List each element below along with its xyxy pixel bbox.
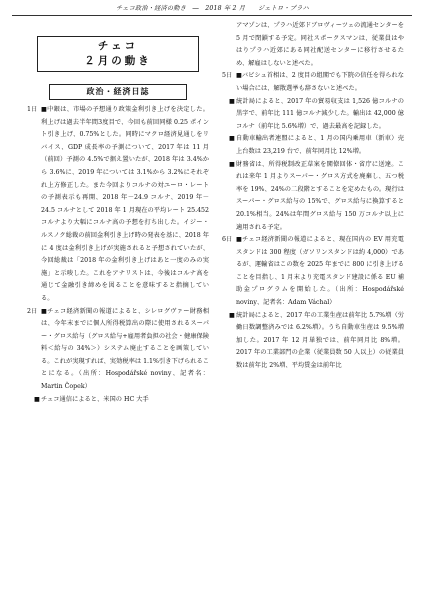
entry-day: 2日 (27, 307, 38, 315)
diary-entry (27, 104, 209, 306)
entry-text: チェコ経済新聞の報道によると、現在国内の EV 用充電スタンドは 300 程度（ガソリンスタンドは約 4,000）であるが、運輸省はこの数を 2025 年までに 800 に引き上げることを目指し、1 月末より充電スタンド建設に係る EU 補助金プログラムを開始した。（出所：Hospodářské noviny、記者名：Adam Váchal） (236, 236, 404, 307)
header-rule (12, 15, 412, 16)
diary-entry (222, 70, 404, 95)
diary-entry (222, 159, 404, 235)
entry-day: 6日 (222, 236, 233, 244)
diary-entry (222, 96, 404, 134)
left-column (27, 20, 209, 406)
bullet-marker: ■ (229, 97, 235, 105)
bullet-marker: ■ (236, 236, 243, 244)
bullet-marker: ■ (41, 307, 48, 315)
entry-text: 統計局によると、2017 年の貿易収支は 1,526 億コルナの黒字で、前年比 111 億コルナ減少した。輸出は 42,000 億コルナ（前年比 5.6%増）で、過去最高を記録した。 (236, 97, 404, 130)
right-column (222, 20, 404, 373)
diary-entry (222, 234, 404, 310)
entry-text: チェコ経済新聞の報道によると、シレログヴァー財務相は、今年末までに個人所得税算出の際に使用されるスーパー・グロス給与（グロス給与+雇用者負担の社会・健康保険料＜給与の 34%＞）システム廃止することを画策している。これが実現すれば、実効税率は 1.1%引き下げられることになる。（出所：Hospodářské noviny、記者名：Martin Čopek） (41, 307, 209, 391)
bullet-marker: ■ (41, 106, 48, 113)
entry-day: 5日 (222, 72, 233, 80)
entry-text: 統計局によると、2017 年の工業生産は前年比 5.7%増（労働日数調整済みでは 6.2%増）。うち自動車生産は 9.5%増加した。2017 年 12 月単独では、前年同月比 8%増。2017 年の工業部門の企業（従業員数 50 人以上）の従業員数は前年比 2%増、平均賃金は前年比 (236, 311, 404, 370)
continued-paragraph: アマゾンは、プラハ近郊ドブロヴィーツェの流通センターを 5 月で閉鎖する予定。同社スポークスマンは、従業員はやはりプラハ近郊にある同社配送センターに移行させるため、解雇はしないと述べた。 (236, 22, 404, 67)
entry-text: 中銀は、市場の予想通り政策金利引き上げを決定した。利上げは過去半年間3度目で、今回も前回同様 0.25 ポイント引き上げ、0.75%とした。同時にマクロ経済見通しをリバイス、GDP 成長率の予測について、2017 年は 11 月（前回）予測の 4.5%で据え置いたが、2018 年は 3.4%から 3.6%に、2019 年については 3.1%から 3.2%にそれぞれ上方修正した。また今回よりコルナの対ユーロ・レートの予測表示も再開、2018 年－24.9 コルナ、2019 年－24.5 コルナとして 2018 年 1 月現在の平均レート 25.452 コルナより大幅にコルナ高の予想を打ち出した。イジー・ルスノク総裁の前回金利引き上げ時の発表を基に、2018 年に 4 度は金利引き上げが実施されると予想されていたが、今回総裁は「2018 年の金利引き上げはあと一度のみの実施」と示唆した。これをアナリストは、今後はコルナ高を通じて金融引き締めを図ることを意味すると指摘している。 (41, 106, 209, 302)
entry-text: 財務省は、所得税制改正草案を閣僚回体・省庁に送達。これは来年 1 月よりスーパー・グロス方式を廃棄し、五つ税率を 19%、24%の二段階とすることを定めたもの。現行はスーパー・グロス給与の 15%で、グロス給与に換算すると 20.1%相当。24%は年間グロス給与 150 万コルナ以上に適用される予定。 (236, 160, 404, 231)
bullet-marker: ■ (236, 72, 242, 80)
entry-text: チェコ通信によると、米国の HC 大手 (41, 395, 149, 403)
bullet-marker: ■ (229, 135, 235, 143)
diary-entry (27, 394, 209, 407)
entry-text: 自動車輸出者連盟によると、1 月の国内乗用車（新車）売上台数は 23,219 台で、前年同月比 12%増。 (236, 135, 404, 155)
entry-text: バビシュ首相は、2 度目の組閣でも下院の信任を得られない場合には、解散選挙も辞さないと述べた。 (236, 72, 404, 92)
bullet-marker: ■ (229, 160, 235, 168)
title-line-2: ２月の動き (84, 55, 152, 67)
diary-entry (222, 310, 404, 373)
entry-day: 1日 (27, 106, 38, 113)
bullet-marker: ■ (34, 395, 40, 403)
page-header (0, 0, 424, 16)
title-box (37, 36, 199, 72)
bullet-marker: ■ (229, 311, 235, 319)
header-text: チェコ政治・経済の動き ― 2018 年 2 月 ジェトロ・プラハ (116, 5, 309, 12)
diary-entry (27, 306, 209, 394)
section-heading: 政治・経済日誌 (49, 84, 187, 100)
title-line-1: チェコ (97, 40, 139, 52)
diary-entry (222, 133, 404, 158)
